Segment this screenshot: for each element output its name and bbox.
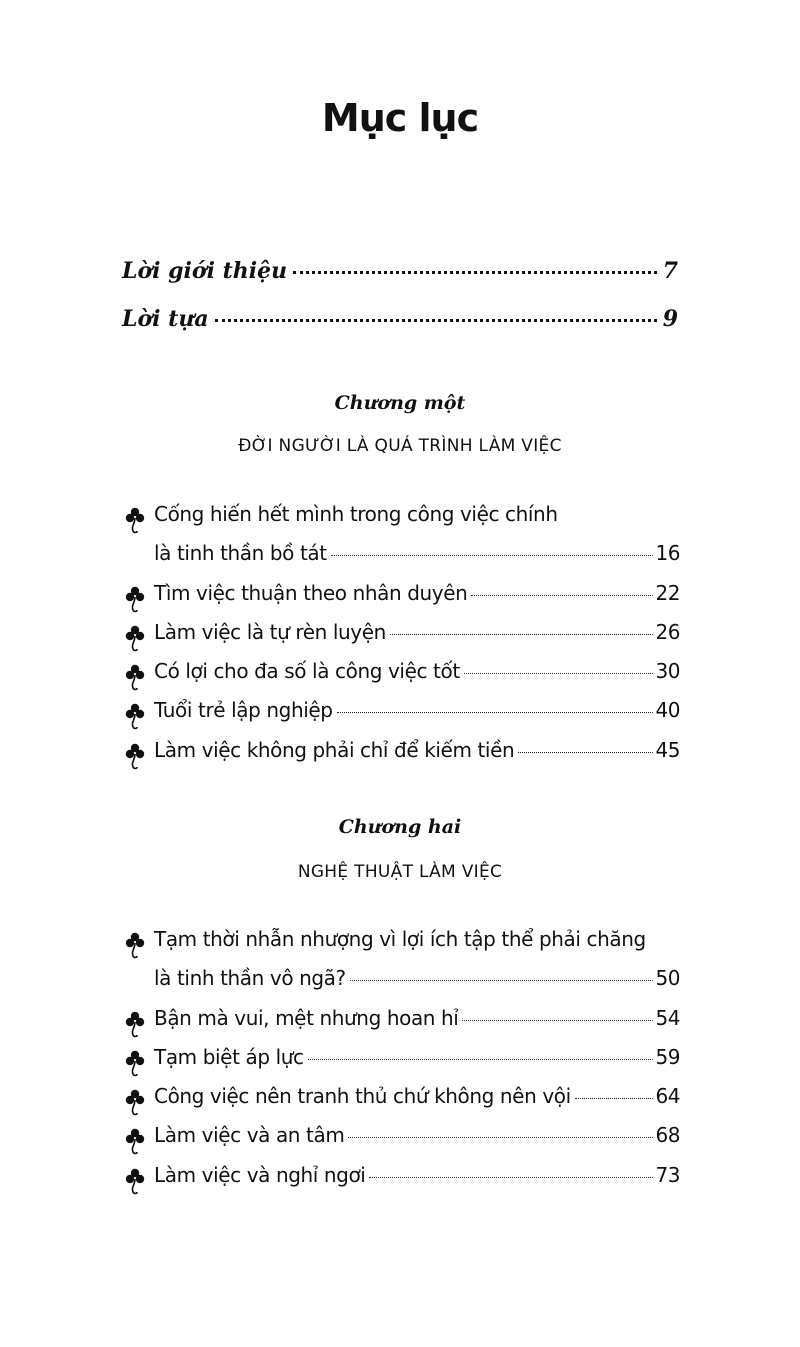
toc-entry: [124, 738, 680, 777]
front-matter-item: [122, 258, 678, 298]
dot-leader: [331, 555, 653, 556]
entry-line: [124, 1163, 680, 1202]
toc-entry: [124, 1123, 680, 1162]
entry-title-continued: là tinh thần bồ tát: [154, 541, 327, 566]
dot-leader: [337, 712, 653, 713]
club-bullet-icon: [124, 702, 146, 732]
chapter-label: Chương hai: [338, 816, 462, 838]
front-matter-label: Lời giới thiệu: [122, 258, 288, 284]
toc-entry: [124, 1006, 680, 1045]
club-bullet-icon: [124, 585, 146, 615]
front-matter-label: Lời tựa: [122, 306, 209, 332]
toc-entry: [124, 927, 680, 1006]
entry-title: Bận mà vui, mệt nhưng hoan hỉ: [154, 1005, 459, 1030]
page-number: 16: [655, 541, 680, 566]
page-number: 22: [655, 580, 680, 605]
dot-leader: [390, 634, 653, 635]
front-matter-item: [122, 306, 678, 346]
entry-title: Tuổi trẻ lập nghiệp: [154, 698, 333, 723]
entry-line: [124, 738, 680, 777]
entry-title-continued: là tinh thần vô ngã?: [154, 966, 346, 991]
club-bullet-icon: [124, 1010, 146, 1040]
entry-title: Có lợi cho đa số là công việc tốt: [154, 659, 460, 684]
toc-entry: [124, 620, 680, 659]
entry-line: [124, 1006, 680, 1045]
entry-title: Tìm việc thuận theo nhân duyên: [154, 580, 468, 605]
page-number: 30: [655, 659, 680, 684]
page-number: 7: [662, 258, 678, 284]
chapter-label: Chương một: [334, 392, 466, 414]
page-number: 68: [655, 1123, 680, 1148]
dot-leader: [293, 271, 657, 274]
entry-title: Làm việc và nghỉ ngơi: [154, 1162, 366, 1187]
club-bullet-icon: [124, 1167, 146, 1197]
entry-title: Công việc nên tranh thủ chứ không nên vội: [154, 1084, 571, 1109]
entry-title: Làm việc là tự rèn luyện: [154, 619, 386, 644]
toc-entry: [124, 502, 680, 581]
entry-line: [124, 1045, 680, 1084]
entry-line: [124, 541, 680, 580]
dot-leader: [464, 673, 653, 674]
front-matter: [122, 258, 678, 346]
page-number: 45: [655, 737, 680, 762]
chapter-title: ĐỜI NGƯỜI LÀ QUÁ TRÌNH LÀM VIỆC: [238, 436, 562, 456]
chapter-entries: [124, 927, 680, 1202]
page-number: 40: [655, 698, 680, 723]
entry-title: Tạm thời nhẫn nhượng vì lợi ích tập thể phải chăng: [154, 927, 646, 951]
club-bullet-icon: [124, 624, 146, 654]
page-number: 50: [655, 966, 680, 991]
toc-entry: [124, 1163, 680, 1202]
entry-title: Tạm biệt áp lực: [154, 1044, 304, 1069]
page-title: Mục lục: [321, 96, 479, 140]
dot-leader: [308, 1059, 653, 1060]
entry-line: [124, 1123, 680, 1162]
toc-entry: [124, 698, 680, 737]
club-bullet-icon: [124, 663, 146, 693]
dot-leader: [348, 1137, 652, 1138]
toc-entry: [124, 659, 680, 698]
entry-line: [124, 1084, 680, 1123]
entry-title: Làm việc và an tâm: [154, 1123, 345, 1148]
page-number: 73: [655, 1162, 680, 1187]
entry-title: Làm việc không phải chỉ để kiếm tiền: [154, 737, 515, 762]
club-bullet-icon: [124, 1088, 146, 1118]
entry-line: [124, 659, 680, 698]
page-number: 54: [655, 1005, 680, 1030]
page-number: 9: [662, 306, 678, 332]
club-bullet-icon: [124, 931, 146, 961]
dot-leader: [215, 319, 657, 322]
entry-line: [124, 698, 680, 737]
entry-line: [124, 502, 680, 541]
club-bullet-icon: [124, 506, 146, 536]
club-bullet-icon: [124, 1127, 146, 1157]
page-number: 64: [655, 1084, 680, 1109]
entry-title: Cống hiến hết mình trong công việc chính: [154, 502, 558, 526]
toc-entry: [124, 1045, 680, 1084]
toc-entry: [124, 1084, 680, 1123]
entry-line: [124, 966, 680, 1005]
dot-leader: [518, 752, 652, 753]
dot-leader: [462, 1020, 652, 1021]
entry-line: [124, 620, 680, 659]
chapter-entries: [124, 502, 680, 777]
entry-line: [124, 581, 680, 620]
dot-leader: [575, 1098, 653, 1099]
page-number: 26: [655, 619, 680, 644]
dot-leader: [369, 1177, 652, 1178]
club-bullet-icon: [124, 1049, 146, 1079]
dot-leader: [471, 595, 652, 596]
toc-entry: [124, 581, 680, 620]
entry-line: [124, 927, 680, 966]
dot-leader: [350, 980, 653, 981]
page-number: 59: [655, 1044, 680, 1069]
chapter-title: NGHỆ THUẬT LÀM VIỆC: [297, 862, 503, 882]
club-bullet-icon: [124, 742, 146, 772]
